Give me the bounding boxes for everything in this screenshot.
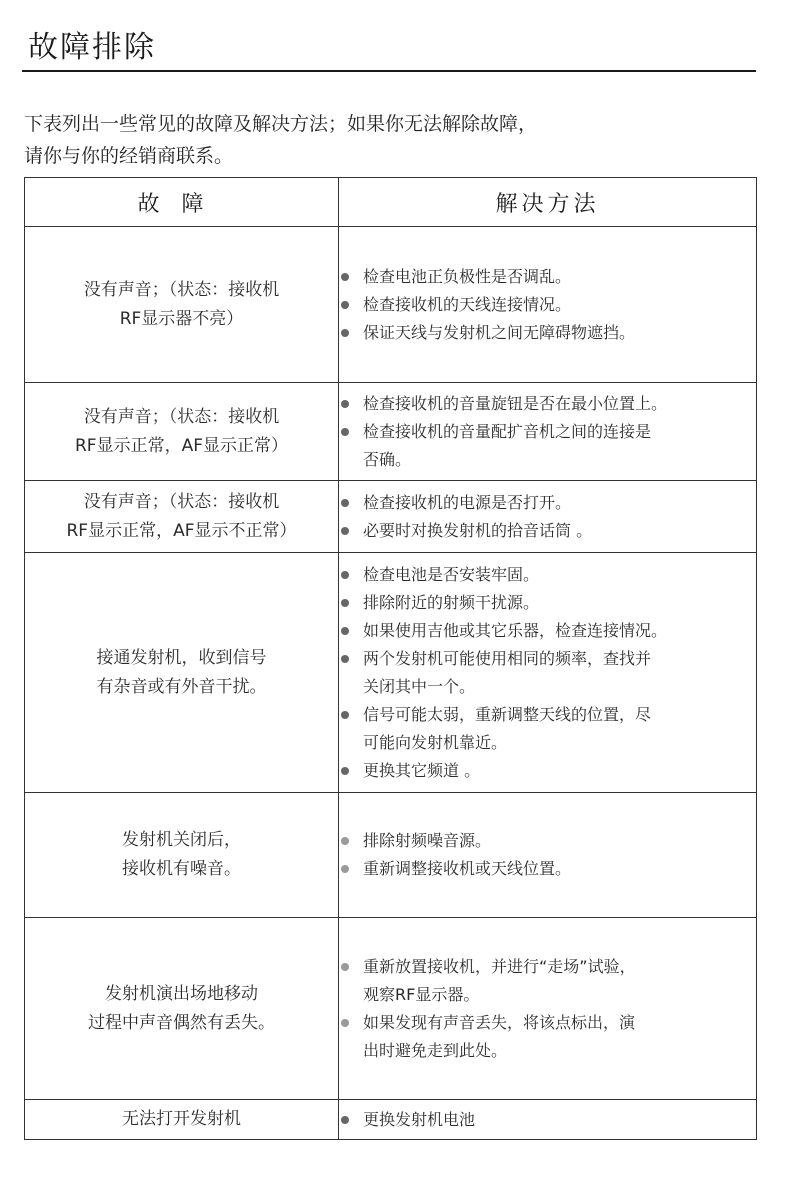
fault-cell <box>25 383 339 481</box>
intro-paragraph <box>24 108 764 172</box>
table-row <box>25 383 757 481</box>
bullet-icon <box>341 527 349 535</box>
bullet-icon <box>341 1116 349 1124</box>
bullet-icon <box>341 865 349 873</box>
solution-cell <box>339 793 757 918</box>
intro-line: 请你与你的经销商联系。 <box>24 145 234 167</box>
bullet-icon <box>341 767 349 775</box>
solution-cell <box>339 383 757 481</box>
bullet-icon <box>341 599 349 607</box>
table-row <box>25 553 757 793</box>
bullet-icon <box>341 428 349 436</box>
solution-item: 检查电池是否安装牢固。 <box>339 561 756 589</box>
bullet-icon <box>341 400 349 408</box>
fault-text: RF显示器不亮） <box>119 308 244 329</box>
fault-cell <box>25 918 339 1100</box>
bullet-icon <box>341 963 349 971</box>
bullet-icon <box>341 1019 349 1027</box>
fault-text: RF显示正常，AF显示正常） <box>75 435 288 456</box>
solution-item: 检查电池正负极性是否调乱。 <box>339 263 756 291</box>
fault-text: 发射机演出场地移动 <box>105 983 258 1004</box>
solution-item: 检查接收机的音量配扩音机之间的连接是 否确。 <box>339 418 756 474</box>
solution-cell <box>339 1100 757 1140</box>
solution-cell <box>339 227 757 383</box>
solution-item: 重新调整接收机或天线位置。 <box>339 855 756 883</box>
fault-text: 发射机关闭后， <box>122 830 241 850</box>
fault-text: 无法打开发射机 <box>122 1109 241 1129</box>
solution-item: 排除射频噪音源。 <box>339 827 756 855</box>
fault-cell <box>25 227 339 383</box>
solution-item: 检查接收机的音量旋钮是否在最小位置上。 <box>339 390 756 418</box>
fault-text: 接收机有噪音。 <box>122 859 241 879</box>
solution-item: 更换发射机电池 <box>339 1106 756 1134</box>
fault-cell <box>25 793 339 918</box>
intro-line: 下表列出一些常见的故障及解决方法；如果你无法解除故障， <box>24 113 538 135</box>
table-row <box>25 227 757 383</box>
solution-item: 必要时对换发射机的拾音话筒 。 <box>339 517 756 545</box>
solution-item: 信号可能太弱，重新调整天线的位置，尽 可能向发射机靠近。 <box>339 701 756 757</box>
fault-text: RF显示正常，AF显示不正常） <box>66 520 297 541</box>
solution-item: 保证天线与发射机之间无障碍物遮挡。 <box>339 319 756 347</box>
solution-item: 两个发射机可能使用相同的频率，查找并 关闭其中一个。 <box>339 645 756 701</box>
solution-cell <box>339 918 757 1100</box>
bullet-icon <box>341 301 349 309</box>
solution-item: 排除附近的射频干扰源。 <box>339 589 756 617</box>
bullet-icon <box>341 273 349 281</box>
table-row <box>25 1100 757 1140</box>
solution-cell <box>339 481 757 553</box>
table-row <box>25 481 757 553</box>
solution-item: 如果使用吉他或其它乐器，检查连接情况。 <box>339 617 756 645</box>
bullet-icon <box>341 329 349 337</box>
solution-cell <box>339 553 757 793</box>
fault-text: 过程中声音偶然有丢失。 <box>88 1012 275 1033</box>
page-title: 故障排除 <box>28 30 156 65</box>
fault-text: 没有声音；（状态：接收机 <box>83 279 280 300</box>
fault-cell <box>25 481 339 553</box>
header-fault: 故障 <box>25 178 339 227</box>
title-divider <box>22 70 756 72</box>
table-row <box>25 793 757 918</box>
fault-text: 没有声音；（状态：接收机 <box>83 491 280 512</box>
fault-text: 有杂音或有外音干扰。 <box>96 676 267 697</box>
solution-item: 检查接收机的天线连接情况。 <box>339 291 756 319</box>
bullet-icon <box>341 499 349 507</box>
header-solution: 解决方法 <box>339 178 757 227</box>
table-row <box>25 918 757 1100</box>
solution-item: 如果发现有声音丢失，将该点标出，演 出时避免走到此处。 <box>339 1009 756 1065</box>
fault-cell <box>25 553 339 793</box>
table-header-row <box>25 178 757 227</box>
bullet-icon <box>341 571 349 579</box>
fault-text: 没有声音；（状态：接收机 <box>83 406 280 427</box>
solution-item: 更换其它频道 。 <box>339 757 756 785</box>
bullet-icon <box>341 655 349 663</box>
bullet-icon <box>341 711 349 719</box>
fault-text: 接通发射机，收到信号 <box>96 647 267 668</box>
bullet-icon <box>341 627 349 635</box>
solution-item: 检查接收机的电源是否打开。 <box>339 489 756 517</box>
troubleshooting-table <box>24 177 757 1140</box>
solution-item: 重新放置接收机，并进行“走场”试验， 观察RF显示器。 <box>339 953 756 1009</box>
bullet-icon <box>341 837 349 845</box>
fault-cell <box>25 1100 339 1140</box>
